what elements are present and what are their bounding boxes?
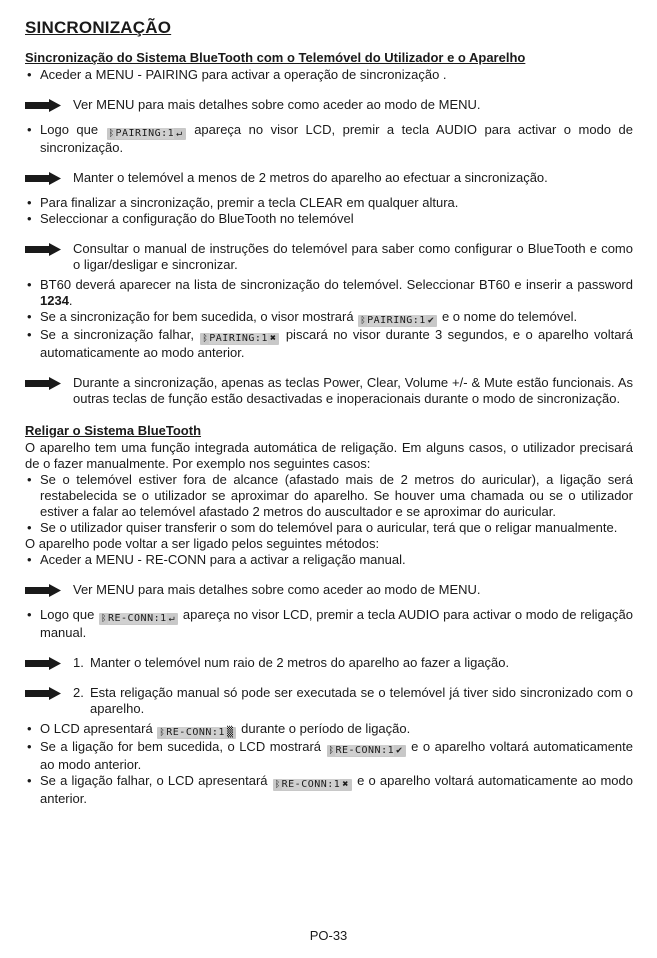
arrow-icon	[25, 657, 61, 670]
enter-icon: ↵	[176, 128, 183, 139]
note-text: Manter o telemóvel num raio de 2 metros do aparelho ao fazer a ligação.	[90, 655, 510, 670]
bullet-access-pairing: • Aceder a MENU - PAIRING para activar a operação de sincronização .	[25, 67, 633, 83]
arrow-icon	[25, 377, 61, 390]
bluetooth-icon: ᛒ	[101, 614, 107, 624]
arrow-icon	[25, 584, 61, 597]
bullet-text: Se a sincronização falhar,	[40, 327, 195, 342]
bullet-text: Se a sincronização for bem sucedida, o visor mostrará	[40, 309, 354, 324]
lcd-text: RE-CONN:1	[335, 745, 395, 756]
bullet-pairing-fail	[25, 327, 633, 361]
checkmark-icon: ✔	[396, 745, 403, 756]
page-content	[25, 50, 633, 807]
lcd-text: PAIRING:1	[115, 128, 175, 139]
bullet-text: O LCD apresentará	[40, 721, 153, 736]
bullet-reconn-success	[25, 739, 633, 773]
bluetooth-icon: ᛒ	[108, 129, 115, 139]
note-keys-during-pairing	[25, 375, 633, 407]
hourglass-icon: ▒	[226, 727, 234, 738]
section-heading-pairing: Sincronização do Sistema BlueTooth com o Telemóvel do Utilizador e o Aparelho	[25, 50, 526, 65]
bullet-text: durante o período de ligação.	[241, 721, 411, 736]
lcd-pairing-fail	[200, 333, 279, 345]
page-title: SINCRONIZAÇÃO	[25, 18, 172, 37]
arrow-icon	[25, 99, 61, 112]
bullet-text: Se a ligação for bem sucedida, o LCD mostrará	[40, 739, 322, 754]
bullet-text: .	[68, 293, 73, 308]
note-text: Ver MENU para mais detalhes sobre como aceder ao modo de MENU.	[73, 582, 481, 597]
cross-icon: ✖	[269, 333, 277, 344]
lcd-reconn-fail	[273, 779, 352, 791]
lcd-reconn-display	[99, 613, 178, 625]
bullet-out-of-range: • Se o telemóvel estiver fora de alcance (afastado mais de 2 metros do auricular), a ligação será restabelecida se o utilizador se aproximar do aparelho. Se houver uma chamada ou se o utilizador estiver a falar ao telemóvel afastado 2 metros do auscultador e se aproximar do auricular.	[25, 472, 633, 520]
bullet-text: piscará no visor durante 3 segundos, e o aparelho voltará automaticamente ao modo anterior.	[40, 327, 633, 360]
bullet-reconn-fail	[25, 773, 633, 807]
bullet-text: e o aparelho voltará automaticamente ao modo anterior.	[40, 739, 633, 772]
note-menu-details-2	[25, 582, 633, 598]
bullet-text: Logo que	[40, 122, 99, 137]
bullet-pairing-success	[25, 309, 633, 327]
arrow-icon	[25, 172, 61, 185]
enter-icon: ↵	[168, 613, 176, 624]
lcd-text: RE-CONN:1	[107, 613, 167, 624]
lcd-pairing-success	[358, 315, 437, 327]
bluetooth-icon: ᛒ	[202, 334, 209, 344]
bullet-bt60-password	[25, 277, 633, 309]
lcd-text: PAIRING:1	[209, 333, 268, 344]
note-text: Ver MENU para mais detalhes sobre como aceder ao modo de MENU.	[73, 97, 481, 112]
bullet-reconn-display	[25, 607, 633, 641]
bluetooth-icon: ᛒ	[360, 316, 367, 326]
bullet-text: Logo que	[40, 607, 95, 622]
bluetooth-icon: ᛒ	[328, 746, 335, 756]
section-heading-reconnect: Religar o Sistema BlueTooth	[25, 423, 202, 438]
note-already-paired	[25, 685, 633, 717]
note-text: Manter o telemóvel a menos de 2 metros do aparelho ao efectuar a sincronização.	[73, 170, 548, 185]
arrow-icon	[25, 687, 61, 700]
bullet-text: apareça no visor LCD, premir a tecla AUDIO para activar o modo de sincronização.	[40, 122, 633, 155]
note-number: 2.	[73, 685, 84, 700]
bullet-connecting	[25, 721, 633, 739]
page-number: PO-33	[309, 928, 348, 943]
note-consult-manual	[25, 241, 633, 273]
note-menu-details	[25, 97, 633, 113]
lcd-pairing-display	[107, 128, 186, 140]
password-value: 1234	[40, 293, 69, 308]
bullet-text: BT60 deverá aparecer na lista de sincronização do telemóvel. Seleccionar BT60 e inserir a password	[40, 277, 633, 292]
bullet-text: e o nome do telemóvel.	[441, 309, 578, 324]
paragraph-methods: O aparelho pode voltar a ser ligado pelos seguintes métodos:	[25, 536, 380, 551]
bullet-pairing-display	[25, 122, 633, 156]
bluetooth-icon: ᛒ	[159, 728, 166, 738]
paragraph-auto-reconnect: O aparelho tem uma função integrada automática de religação. Em alguns casos, o utilizador precisará de o fazer manualmente. Por exemplo nos seguintes casos:	[25, 440, 633, 471]
lcd-text: RE-CONN:1	[166, 727, 225, 738]
bullet-text: Se a ligação falhar, o LCD apresentará	[40, 773, 268, 788]
bullet-access-reconn: • Aceder a MENU - RE-CONN para a activar a religação manual.	[25, 552, 633, 568]
bluetooth-icon: ᛒ	[274, 780, 281, 790]
bullet-finish-pairing: • Para finalizar a sincronização, premir a tecla CLEAR em qualquer altura.	[25, 195, 633, 211]
arrow-icon	[25, 243, 61, 256]
bullet-transfer-sound: • Se o utilizador quiser transferir o som do telemóvel para o auricular, terá que o religar manualmente.	[25, 520, 633, 536]
lcd-reconn-connecting	[157, 727, 236, 739]
note-number: 1.	[73, 655, 84, 670]
lcd-text: PAIRING:1	[367, 315, 426, 326]
bullet-select-bluetooth: • Seleccionar a configuração do BlueTooth no telemóvel	[25, 211, 633, 227]
note-text: Esta religação manual só pode ser executada se o telemóvel já tiver sido sincronizado com o aparelho.	[90, 685, 633, 716]
bullet-text: apareça no visor LCD, premir a tecla AUDIO para activar o modo de religação manual.	[40, 607, 633, 640]
note-text: Consultar o manual de instruções do telemóvel para saber como configurar o BlueTooth e como o ligar/desligar e sincronizar.	[73, 241, 633, 272]
note-text: Durante a sincronização, apenas as teclas Power, Clear, Volume +/- & Mute estão funcionais. As outras teclas de função estão desactivadas e inoperacionais durante o modo de sincronização.	[73, 375, 633, 406]
lcd-reconn-success	[327, 745, 406, 757]
cross-icon: ✖	[342, 779, 349, 790]
bullet-text: e o aparelho voltará automaticamente ao modo anterior.	[40, 773, 633, 806]
lcd-text: RE-CONN:1	[281, 779, 341, 790]
checkmark-icon: ✔	[427, 315, 435, 326]
note-keep-within-range	[25, 655, 633, 671]
note-keep-phone-close	[25, 170, 633, 186]
